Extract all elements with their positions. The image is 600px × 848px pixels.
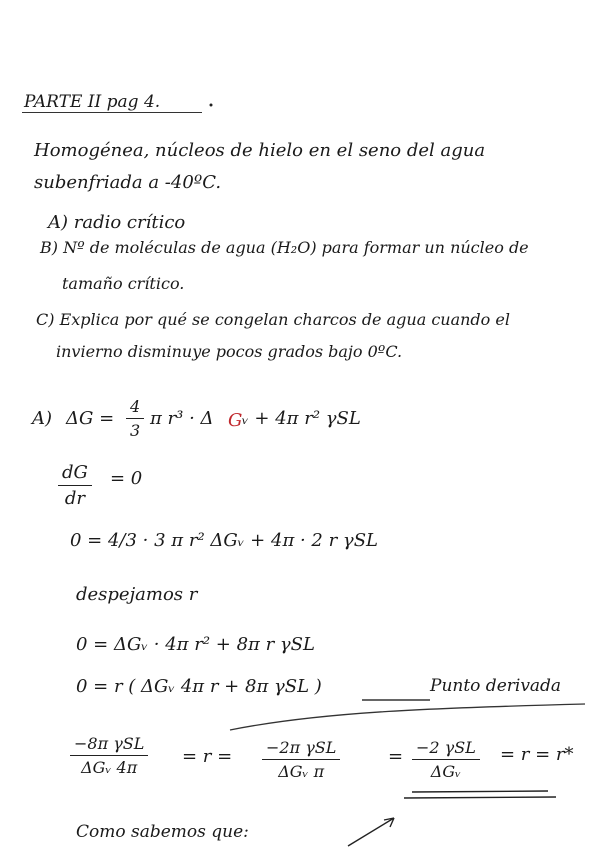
result-fraction-2-den: ΔGᵥ π	[278, 762, 325, 781]
equation-2: 0 = 4/3 · 3 π r² ΔGᵥ + 4π · 2 r γSL	[70, 530, 378, 551]
result-equals-1: = r =	[182, 746, 233, 767]
equation-4-note: Punto derivada	[430, 676, 562, 696]
solution-label: A)	[32, 408, 53, 429]
item-a: A) radio crítico	[48, 212, 186, 233]
eq1-right: ᵥ + 4π r² γSL	[242, 408, 361, 429]
statement-line-1: Homogénea, núcleos de hielo en el seno del agua	[34, 140, 486, 161]
equation-3: 0 = ΔGᵥ · 4π r² + 8π r γSL	[76, 634, 315, 655]
result-underline-1	[412, 791, 548, 792]
dgdr-den: dr	[64, 488, 86, 509]
despejamos-text: despejamos r	[76, 584, 198, 605]
result-final: = r = r*	[500, 744, 574, 765]
header-dot	[210, 104, 213, 107]
result-fraction-2-num: −2π γSL	[266, 738, 337, 757]
item-c-line-2: invierno disminuye pocos grados bajo 0ºC.	[56, 342, 403, 361]
dgdr-num: dG	[62, 462, 88, 483]
eq1-fraction-num: 4	[130, 397, 141, 416]
result-fraction-3-num: −2 γSL	[416, 738, 476, 757]
dgdr-rhs: = 0	[110, 468, 143, 489]
eq1-fraction-den: 3	[130, 421, 141, 440]
eq1-left: ΔG =	[66, 408, 115, 429]
statement-line-2: subenfriada a -40ºC.	[34, 172, 222, 193]
page-header: PARTE II pag 4.	[24, 92, 161, 112]
result-underline-2	[404, 797, 556, 798]
result-fraction-3-den: ΔGᵥ	[430, 762, 462, 781]
item-b-line-1: B) Nº de moléculas de agua (H₂O) para formar un núcleo de	[40, 238, 529, 257]
arrow-shaft	[348, 818, 394, 846]
eq1-red-g: G	[228, 410, 243, 431]
note-curve-stroke	[230, 704, 585, 730]
equation-4: 0 = r ( ΔGᵥ 4π r + 8π γSL )	[76, 676, 322, 697]
item-c-line-1: C) Explica por qué se congelan charcos de agua cuando el	[36, 310, 510, 329]
result-fraction-1-den: ΔGᵥ 4π	[81, 758, 138, 777]
result-equals-2: =	[388, 746, 404, 767]
eq1-middle: π r³ · Δ	[150, 408, 214, 429]
result-fraction-1-num: −8π γSL	[74, 734, 145, 753]
item-b-line-2: tamaño crítico.	[62, 274, 185, 293]
closing-text: Como sabemos que:	[76, 822, 249, 842]
